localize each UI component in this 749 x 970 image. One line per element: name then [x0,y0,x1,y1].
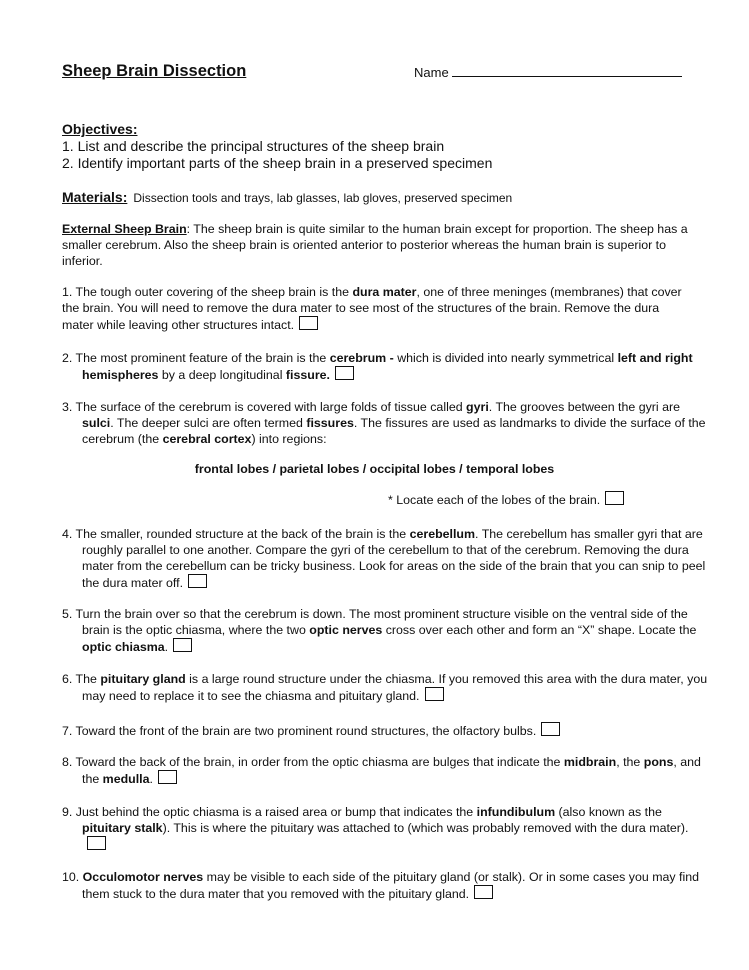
step-text: ). This is where the pituitary was attached to (which was probably removed with the dura mater). [162,821,689,835]
step-5-checkbox[interactable] [173,638,192,652]
step-text: 9. Just behind the optic chiasma is a raised area or bump that indicates the [62,805,477,819]
name-label: Name [414,65,449,80]
step-9-checkbox[interactable] [87,836,106,850]
term-infundibulum: infundibulum [476,805,556,819]
step-text: cross over each other and form an “X” shape. Locate the [382,623,697,637]
step-text: . [149,772,153,786]
step-text: 4. The smaller, rounded structure at the back of the brain is the [62,527,410,541]
intro-heading: External Sheep Brain [62,222,187,236]
step-2-checkbox[interactable] [335,366,354,380]
step-text: . [164,640,169,654]
step-6-checkbox[interactable] [425,687,444,701]
term-occulomotor-nerves: Occulomotor nerves [82,870,204,884]
step-8 [62,754,710,787]
term-pons: pons [643,755,674,769]
objectives-heading: Objectives: [62,121,138,137]
name-field [414,64,682,82]
step-text: , the [616,755,644,769]
term-gyri: gyri [466,400,489,414]
step-10 [62,869,710,902]
term-fissure: fissure. [285,368,330,382]
page-title: Sheep Brain Dissection [62,62,247,80]
step-text: 8. Toward the back of the brain, in order from the optic chiasma are bulges that indicate the [62,755,564,769]
name-blank-line[interactable] [452,64,682,77]
step-1 [62,284,690,333]
term-dura-mater: dura mater [352,285,417,299]
term-cerebral-cortex: cerebral cortex [162,432,252,446]
materials-heading: Materials: [62,189,128,205]
step-5 [62,606,710,655]
step-2 [62,350,710,383]
step-text: 3. The surface of the cerebrum is covered with large folds of tissue called [62,400,467,414]
term-optic-chiasma: optic chiasma [82,640,165,654]
step-1-checkbox[interactable] [299,316,318,330]
step-text: which is divided into nearly symmetrical [393,351,618,365]
materials-section [62,189,690,206]
lobes-checkbox[interactable] [605,491,624,505]
step-text: is a large round structure under the chiasma. If you removed this area with the dura mater, you may need to replace it to see the chiasma and pituitary gland. [82,672,708,703]
term-medulla: medulla [102,772,150,786]
step-text: 10. [62,870,83,884]
step-text: (also known as the [555,805,662,819]
step-7-checkbox[interactable] [541,722,560,736]
step-text: may be visible to each side of the pituitary gland (or stalk). Or in some cases you may find them stuck to the dura mater that you removed with the pituitary gland. [82,870,700,901]
objective-item: 2. Identify important parts of the sheep brain in a preserved specimen [62,155,493,171]
term-pituitary-gland: pituitary gland [100,672,186,686]
step-text: 5. Turn the brain over so that the cerebrum is down. The most prominent structure visible on the ventral side of the brain is the optic chiasma, where the two [62,607,688,637]
term-cerebellum: cerebellum [409,527,476,541]
step-text: , and the [82,755,701,786]
step-6 [62,671,710,704]
step-text: 1. The tough outer covering of the sheep brain is the [62,285,353,299]
step-text: 7. Toward the front of the brain are two prominent round structures, the olfactory bulbs. [62,724,537,738]
step-text: . The fissures are used as landmarks to divide the surface of the cerebrum (the [82,416,706,446]
term-hemispheres: left and right hemispheres [82,351,693,382]
step-4 [62,526,710,591]
step-text: 6. The [62,672,101,686]
intro-paragraph [62,221,690,269]
step-text: . The grooves between the gyri are [488,400,681,414]
step-7 [62,722,710,739]
term-cerebrum: cerebrum - [329,351,394,365]
locate-lobes-text: * Locate each of the lobes of the brain. [388,493,601,507]
step-9 [62,804,710,853]
step-text: . The cerebellum has smaller gyri that are roughly parallel to one another. Compare the gyri of the cerebellum to that of the cerebrum. Removing the dura mater from the cerebellum can be tricky business. Look for areas on the side of the brain that you can snip to peel the dura mater off. [82,527,706,590]
step-8-checkbox[interactable] [158,770,177,784]
step-text: , one of three meninges (membranes) that cover the brain. You will need to remove the dura mater to see most of the structures of the brain. Remove the dura mater while leaving other structures intact. [62,285,682,332]
step-4-checkbox[interactable] [188,574,207,588]
objective-item: 1. List and describe the principal structures of the sheep brain [62,138,445,154]
step-text: . The deeper sulci are often termed [110,416,307,430]
step-text: 2. The most prominent feature of the brain is the [62,351,330,365]
intro-text: : The sheep brain is quite similar to the human brain except for proportion. The sheep has a smaller cerebrum. Also the sheep brain is oriented anterior to posterior whereas the human brain is superior to inferior. [62,222,688,268]
term-midbrain: midbrain [563,755,617,769]
materials-text: Dissection tools and trays, lab glasses, lab gloves, preserved specimen [133,191,513,205]
step-3 [62,399,710,447]
step-10-checkbox[interactable] [474,885,493,899]
term-sulci: sulci [82,416,111,430]
step-text: ) into regions: [251,432,327,446]
term-optic-nerves: optic nerves [309,623,383,637]
objectives-section [62,121,690,172]
term-fissures: fissures [306,416,354,430]
lobes-list: frontal lobes / parietal lobes / occipital lobes / temporal lobes [194,462,555,476]
step-text: by a deep longitudinal [158,368,286,382]
term-pituitary-stalk: pituitary stalk [82,821,163,835]
locate-lobes [388,491,624,508]
